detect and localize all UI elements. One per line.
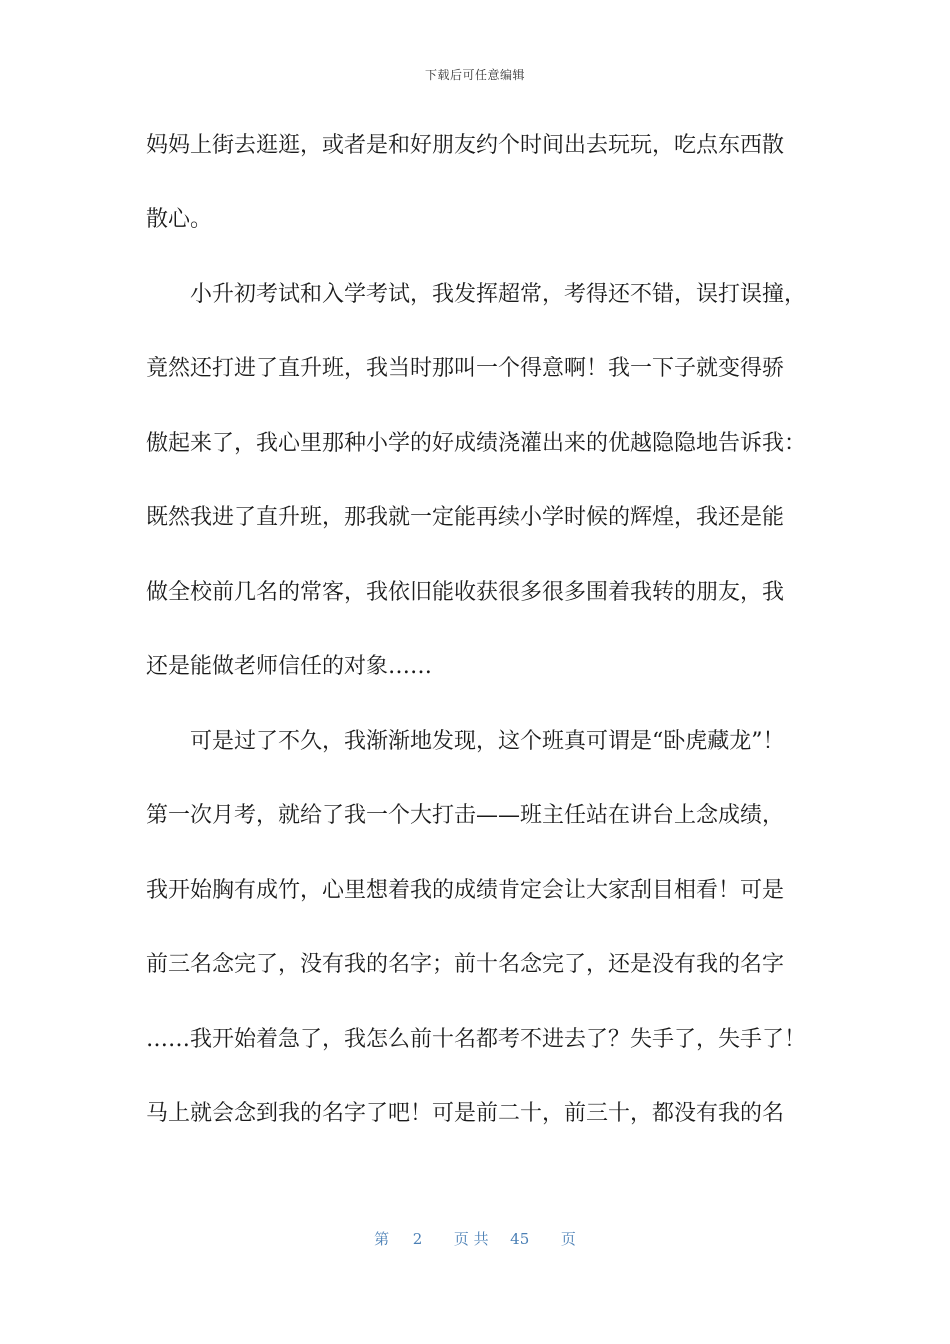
text-line: 小升初考试和入学考试，我发挥超常，考得还不错，误打误撞， [146, 282, 807, 307]
footer-prefix: 第 [374, 1230, 390, 1248]
text-line: 可是过了不久，我渐渐地发现，这个班真可谓是“卧虎藏龙”！ [146, 729, 785, 754]
text-line: 前三名念完了，没有我的名字；前十名念完了，还是没有我的名字 [146, 952, 785, 977]
text-line: 第一次月考，就给了我一个大打击——班主任站在讲台上念成绩， [146, 803, 785, 828]
text-line: 既然我进了直升班，那我就一定能再续小学时候的辉煌，我还是能 [146, 505, 785, 530]
text-line: 马上就会念到我的名字了吧！可是前二十，前三十，都没有我的名 [146, 1101, 785, 1126]
page-header: 下载后可任意编辑 [424, 68, 525, 82]
total-page-count: 45 [510, 1230, 530, 1248]
text-line: 竟然还打进了直升班，我当时那叫一个得意啊！我一下子就变得骄 [146, 356, 785, 381]
text-line: 妈妈上街去逛逛，或者是和好朋友约个时间出去玩玩，吃点东西散 [146, 133, 785, 158]
text-line: 散心。 [146, 207, 213, 232]
text-line: ……我开始着急了，我怎么前十名都考不进去了？失手了，失手了！ [146, 1027, 807, 1052]
footer-suffix: 页 [560, 1230, 576, 1248]
text-line: 傲起来了，我心里那种小学的好成绩浇灌出来的优越隐隐地告诉我： [146, 431, 807, 456]
footer-middle: 页 共 [453, 1230, 489, 1248]
current-page-number: 2 [412, 1230, 423, 1248]
page-footer [0, 1228, 950, 1249]
text-line: 还是能做老师信任的对象…… [146, 654, 433, 679]
text-line: 我开始胸有成竹，心里想着我的成绩肯定会让大家刮目相看！可是 [146, 878, 785, 903]
text-line: 做全校前几名的常客，我依旧能收获很多很多围着我转的朋友，我 [146, 580, 785, 605]
